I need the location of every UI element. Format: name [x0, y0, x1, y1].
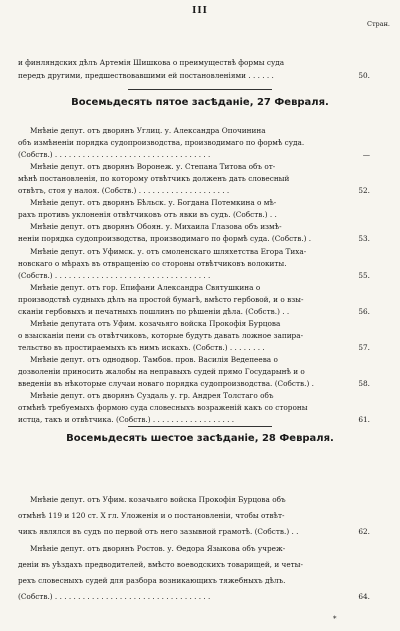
entry-line: Мнѣніе депут. отъ однодвор. Тамбов. пров. Василія Ведепеева о: [30, 354, 278, 364]
entry-line: Мнѣніе депут. отъ дворянъ Ростов. у. Ѳедора Языкова объ учреж-: [30, 543, 286, 553]
entry-line: мѣнѣ постановленія, по которому отвѣтчикъ долженъ дать словесный: [18, 174, 290, 184]
column-header: Стран.: [366, 20, 390, 28]
entry-line: дозволеніи приносить жалобы на неправыхъ судей прямо Государынѣ и о: [18, 367, 305, 376]
entry-line: истца, такъ и отвѣтчика. (Собств.) . . . . . . . . . . . . . . . . . .: [18, 415, 235, 425]
entry-line: сканіи гербовыхъ и печатныхъ пошлинъ по рѣшеніи дѣла. (Собств.) . .: [18, 306, 290, 316]
entry-line: и финляндских дѣлъ Артемія Шишкова о преимуществѣ формы суда: [18, 58, 285, 67]
entry-line: Мнѣніе депут. отъ дворянъ Обоян. у. Михаила Глазова объ измѣ-: [30, 222, 282, 232]
page-ref: —: [362, 150, 370, 160]
entry-line: тельство въ простираемыхъ къ нимъ искахъ. (Собств.) . . . . . . . .: [18, 342, 265, 352]
entry-line: Мнѣніе депут. отъ дворянъ Углиц. у. Александра Опочинина: [30, 126, 266, 135]
section-heading-86: Восемьдесять шестое засѣданіе, 28 Февраля.: [66, 433, 334, 444]
page-ref: 55.: [358, 270, 370, 280]
entry-line: рахъ противъ уклоненія отвѣтчиковъ отъ явки въ судъ. (Собств.) . .: [18, 210, 277, 220]
entry-line: Мнѣніе депут. отъ дворянъ Суздаль у. гр. Андрея Толстаго объ: [30, 391, 274, 401]
entry-line: введеніи въ нѣкоторые случаи новаго порядка судопроизводства. (Собств.) .: [18, 379, 314, 389]
page-ref: 53.: [358, 234, 370, 244]
section-heading-85: Восемьдесять пятое засѣданіе, 27 Февраля.: [71, 97, 329, 108]
entry-line: отмѣнѣ 119 и 120 ст. X гл. Уложенія и о постановленіи, чтобы отвѣт-: [18, 511, 285, 521]
entry-line: (Собств.) . . . . . . . . . . . . . . . . . . . . . . . . . . . . . . . . . .: [18, 270, 211, 280]
entry-line: Мнѣніе депут. отъ дворянъ Воронеж. у. Степана Титова объ от-: [30, 162, 276, 172]
entry-line: отмѣнѣ требуемыхъ формою суда словесныхъ возраженій какъ со стороны: [18, 403, 308, 413]
entry-line: Мнѣніе депут. отъ Уфимск. у. отъ смоленскаго шляхетства Егора Тиха-: [30, 246, 307, 256]
entry-line: о взысканіи пени съ отвѣтчиковъ, которые будутъ давать ложное запира-: [18, 330, 304, 340]
entry-line: Мнѣніе депут. отъ дворянъ Бѣльск. у. Богдана Потемкина о мѣ-: [30, 198, 277, 208]
page-ref: 61.: [358, 415, 370, 425]
entry-line: (Собств.) . . . . . . . . . . . . . . . . . . . . . . . . . . . . . . . . . .: [18, 592, 211, 602]
entry-line: Мнѣніе депут. отъ Уфим. козачьяго войска Прокофія Бурцова объ: [30, 495, 286, 504]
footer-mark: *: [333, 615, 337, 623]
entry-line: чикъ являлся въ судъ по первой отъ него зазывной грамотѣ. (Собств.) . .: [18, 527, 299, 537]
page-ref: 50.: [358, 71, 370, 80]
entry-line: Мнѣніе депут. отъ гор. Епифани Александра Святушкина о: [30, 282, 261, 292]
entry-line: (Собств.) . . . . . . . . . . . . . . . . . . . . . . . . . . . . . . . . . .: [18, 150, 211, 160]
entry-line: Мнѣніе депутата отъ Уфим. козачьяго войска Прокофія Бурцова: [30, 318, 281, 328]
page-ref: 52.: [358, 186, 370, 196]
page-ref: 56.: [358, 306, 370, 316]
entry-line: рехъ словесныхъ судей для разбора возникающихъ тяжебныхъ дѣлъ.: [18, 576, 286, 585]
page-number: III: [192, 6, 208, 16]
divider-rule: [128, 426, 272, 427]
entry-line: производствѣ судныхъ дѣлъ на простой бумагѣ, вмѣсто гербовой, и о взы-: [18, 294, 304, 304]
entry-line: отвѣтъ, стоя у налоя. (Собств.) . . . . . . . . . . . . . . . . . . . .: [18, 186, 230, 196]
entry-line: деніи въ уѣздахъ предводителей, вмѣсто воеводскихъ товарищей, и четы-: [18, 559, 303, 569]
entry-line: передъ другими, предшествовавшими ей постановленіями . . . . . .: [18, 71, 274, 80]
page-ref: 64.: [358, 592, 370, 602]
entry-line: объ измѣненіи порядка судопроизводства, производимаго по формѣ суда.: [18, 138, 305, 148]
page-ref: 62.: [358, 527, 370, 537]
page-ref: 58.: [358, 379, 370, 389]
entry-line: неніи порядка судопроизводства, производимаго по формѣ суда. (Собств.) .: [18, 234, 312, 244]
divider-rule: [128, 89, 272, 90]
entry-line: новскаго о мѣрахъ въ отвращенію со стороны отвѣтчиковъ волокиты.: [18, 258, 287, 268]
page-ref: 57.: [358, 342, 370, 352]
